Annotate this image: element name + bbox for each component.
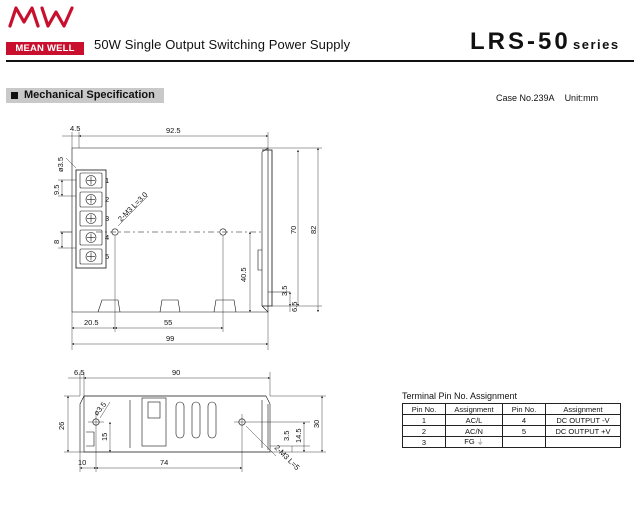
cell: AC/L (446, 415, 503, 426)
cell: 2 (403, 426, 446, 437)
terminal-label-4: 4 (105, 233, 110, 242)
case-number: Case No.239A (496, 93, 555, 103)
table-header-row (403, 404, 621, 415)
cell: DC OUTPUT +V (546, 426, 621, 437)
logo-text: MEAN WELL (6, 42, 84, 55)
case-unit: Unit:mm (564, 93, 599, 103)
cell: 3 (403, 437, 446, 448)
dim-hole-3-5-side: ø3.5 (91, 399, 109, 418)
dim-3-5-side: 3.5 (282, 430, 291, 441)
dim-m3-top: 2-M3 L=3.0 (116, 190, 150, 224)
page-subtitle: 50W Single Output Switching Power Supply (94, 37, 351, 52)
header-assignment-1: Assignment (446, 404, 503, 415)
cell (546, 437, 621, 448)
terminal-screws (80, 173, 102, 264)
model-title: LRS-50 (470, 28, 571, 55)
terminal-pin-table (402, 403, 621, 448)
header-pin-no-2: Pin No. (503, 404, 546, 415)
dim-8: 8 (52, 239, 61, 244)
terminal-screw-5-icon (80, 249, 102, 264)
dim-55: 55 (164, 318, 173, 327)
series-label: series (573, 37, 620, 52)
table-row (403, 426, 621, 437)
cell-fg: FG (464, 437, 475, 446)
cell: DC OUTPUT -V (546, 415, 621, 426)
dim-90: 90 (172, 368, 181, 377)
dim-14-5: 14.5 (294, 428, 303, 443)
terminal-screw-2-icon (80, 192, 102, 207)
terminal-label-5: 5 (105, 252, 110, 261)
cell (503, 437, 546, 448)
cell: 1 (403, 415, 446, 426)
dim-6-5-side: 6.5 (74, 368, 85, 377)
dim-m3-side: 2-M3 L=5 (272, 443, 302, 472)
terminal-table-title: Terminal Pin No. Assignment (402, 391, 518, 401)
terminal-label-3: 3 (105, 214, 110, 223)
table-row (403, 437, 621, 448)
dim-3-5-top: 3.5 (280, 285, 289, 296)
dim-82: 82 (309, 225, 318, 234)
terminal-label-1: 1 (105, 176, 110, 185)
dim-74: 74 (160, 458, 169, 467)
cell: AC/N (446, 426, 503, 437)
header-pin-no-1: Pin No. (403, 404, 446, 415)
dim-6-5-top: 6.5 (290, 301, 299, 312)
section-title: Mechanical Specification (24, 89, 155, 101)
table-row (403, 415, 621, 426)
terminal-screw-1-icon (80, 173, 102, 188)
dim-26: 26 (57, 421, 66, 430)
dim-15: 15 (100, 432, 109, 441)
dim-4-5: 4.5 (70, 124, 81, 133)
terminal-screw-3-icon (80, 211, 102, 226)
dim-9-5: 9.5 (52, 184, 61, 195)
dim-10: 10 (78, 458, 87, 467)
dim-99: 99 (166, 334, 175, 343)
dim-70: 70 (289, 225, 298, 234)
dim-hole-3-5: ø3.5 (56, 156, 65, 172)
dim-40-5: 40.5 (239, 267, 248, 282)
terminal-label-2: 2 (105, 195, 110, 204)
dim-20-5: 20.5 (84, 318, 99, 327)
cell (446, 437, 503, 448)
cell: 4 (503, 415, 546, 426)
header-assignment-2: Assignment (546, 404, 621, 415)
dim-30: 30 (312, 419, 321, 428)
ground-icon: ⏚ (476, 439, 484, 446)
cell: 5 (503, 426, 546, 437)
dim-92-5: 92.5 (166, 126, 181, 135)
